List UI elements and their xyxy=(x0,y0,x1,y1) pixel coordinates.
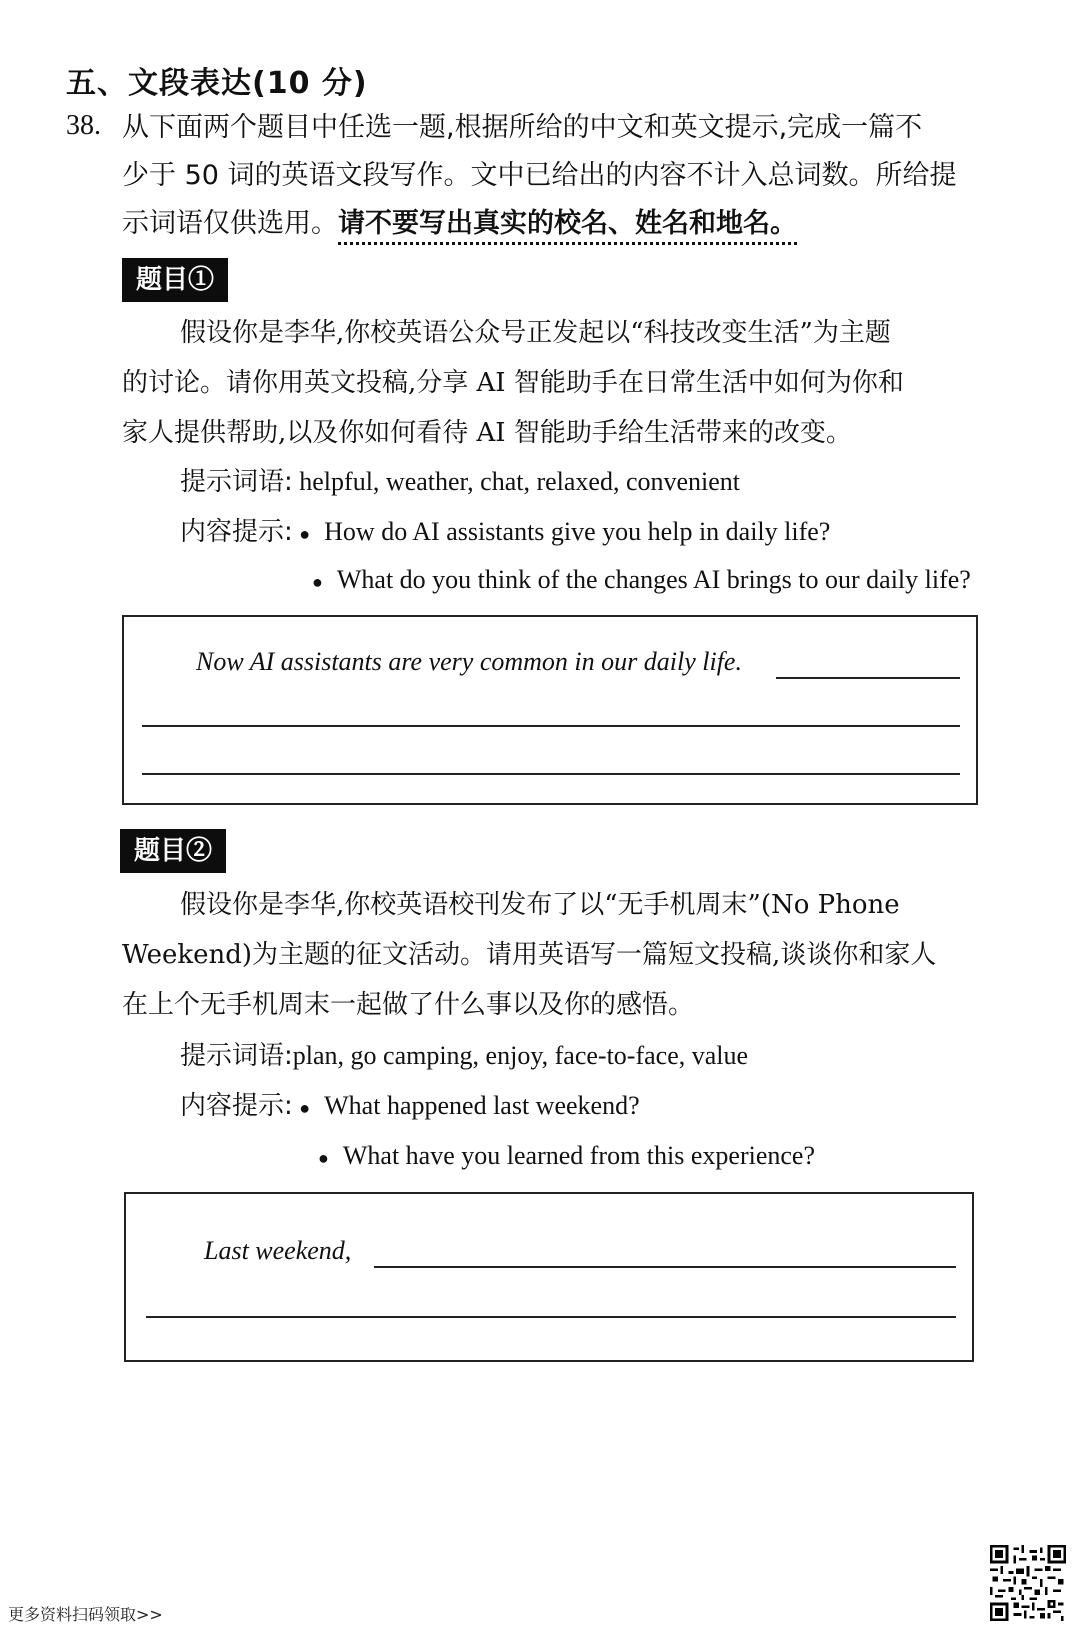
bullet-icon: ● xyxy=(299,524,311,545)
question-emphasis: 请不要写出真实的校名、姓名和地名。 xyxy=(338,208,797,239)
footer-link[interactable]: 更多资料扫码领取>> xyxy=(8,1605,163,1624)
topic-2-words-row xyxy=(180,1036,748,1076)
topic-1-para-line-3: 家人提供帮助,以及你如何看待 AI 智能助手给生活带来的改变。 xyxy=(122,418,852,448)
topic-2-words: plan, go camping, enjoy, face-to-face, value xyxy=(292,1041,749,1070)
writing-line[interactable] xyxy=(146,1316,956,1318)
question-line-1: 从下面两个题目中任选一题,根据所给的中文和英文提示,完成一篇不 xyxy=(122,112,923,143)
topic-1-starter: Now AI assistants are very common in our daily life. xyxy=(196,647,742,676)
topic-2-bullet-1: What happened last weekend? xyxy=(324,1091,640,1120)
topic-2-para-line-3: 在上个无手机周末一起做了什么事以及你的感悟。 xyxy=(122,990,695,1020)
topic-1-para-line-1: 假设你是李华,你校英语公众号正发起以“科技改变生活”为主题 xyxy=(180,318,891,348)
topic-2-content-row-2 xyxy=(318,1136,815,1178)
writing-line[interactable] xyxy=(142,773,960,775)
section-title: 五、文段表达(10 分) xyxy=(66,66,368,101)
topic-2-bullet-2: What have you learned from this experience? xyxy=(342,1141,815,1170)
writing-line[interactable] xyxy=(142,725,960,727)
question-number: 38. xyxy=(66,110,101,141)
topic-2-tag: 题目② xyxy=(120,829,226,873)
topic-1-words-row xyxy=(180,462,740,502)
topic-2-writing-box[interactable] xyxy=(124,1192,974,1362)
topic-1-tag: 题目① xyxy=(122,258,228,302)
topic-1-writing-box[interactable] xyxy=(122,615,978,805)
topic-1-words-label: 提示词语: xyxy=(180,467,293,497)
topic-1-bullet-2: What do you think of the changes AI brings to our daily life? xyxy=(336,565,971,594)
writing-line[interactable] xyxy=(374,1266,956,1268)
bullet-icon: ● xyxy=(318,1148,329,1169)
topic-2-content-row-1 xyxy=(180,1086,640,1128)
topic-2-para-line-2: Weekend)为主题的征文活动。请用英语写一篇短文投稿,谈谈你和家人 xyxy=(122,940,937,970)
question-line-3-plain: 示词语仅供选用。 xyxy=(122,208,338,239)
topic-1-content-label: 内容提示: xyxy=(180,517,293,547)
qr-code-icon[interactable] xyxy=(990,1545,1066,1621)
topic-2-words-label: 提示词语: xyxy=(180,1041,293,1071)
topic-2-para-line-1: 假设你是李华,你校英语校刊发布了以“无手机周末”(No Phone xyxy=(180,890,900,920)
bullet-icon: ● xyxy=(312,572,323,593)
topic-1-content-row-2 xyxy=(312,560,971,602)
bullet-icon: ● xyxy=(299,1098,311,1119)
topic-1-bullet-1: How do AI assistants give you help in daily life? xyxy=(324,517,831,546)
topic-1-para-line-2: 的讨论。请你用英文投稿,分享 AI 智能助手在日常生活中如何为你和 xyxy=(122,368,904,398)
question-line-2: 少于 50 词的英语文段写作。文中已给出的内容不计入总词数。所给提 xyxy=(122,160,957,191)
question-line-3 xyxy=(122,200,797,248)
topic-1-words: helpful, weather, chat, relaxed, convenient xyxy=(299,467,741,496)
topic-2-content-label: 内容提示: xyxy=(180,1091,293,1121)
topic-1-content-row-1 xyxy=(180,512,830,554)
topic-2-starter: Last weekend, xyxy=(204,1236,352,1265)
writing-line[interactable] xyxy=(776,677,960,679)
